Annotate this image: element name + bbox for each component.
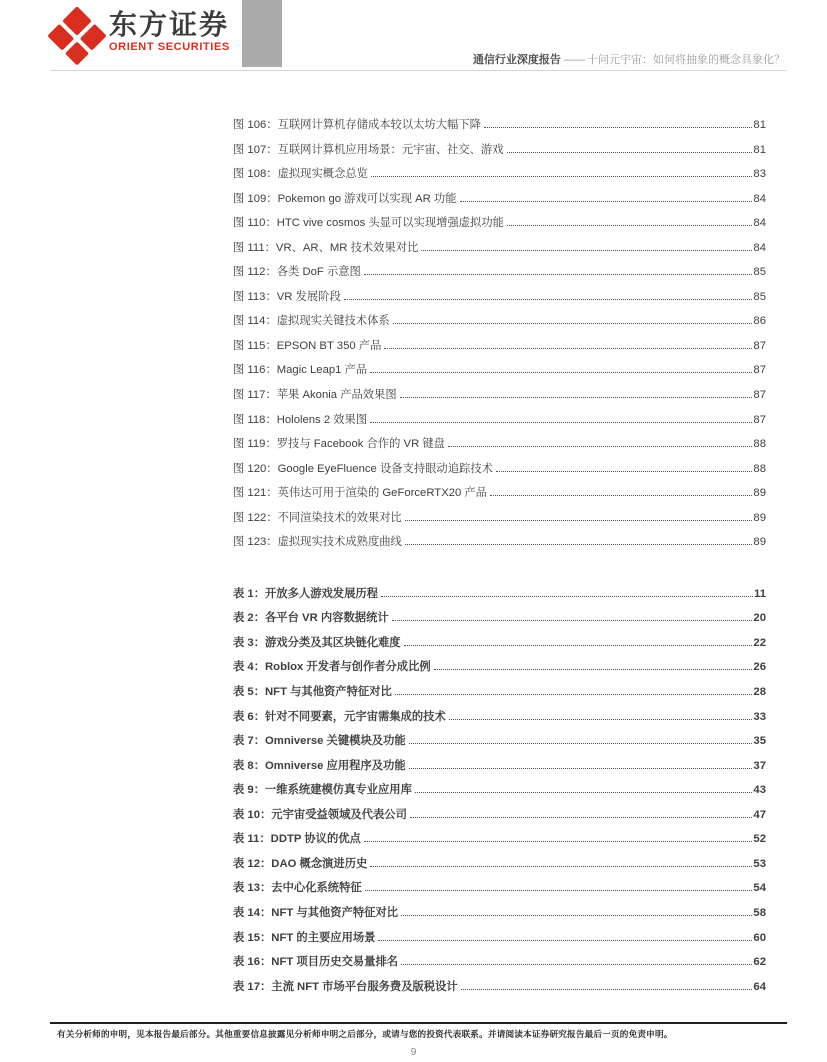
toc-entry-page: 20 <box>753 612 766 625</box>
toc-entry-label: 表 6：针对不同要素，元宇宙需集成的技术 <box>233 710 446 723</box>
toc-entry-label: 图 106：互联网计算机存储成本较以太坊大幅下降 <box>233 119 481 131</box>
toc-entry-page: 87 <box>753 413 766 426</box>
toc-entry-label: 表 11：DDTP 协议的优点 <box>233 833 361 846</box>
toc-entry-label: 图 115：EPSON BT 350 产品 <box>233 339 382 352</box>
dot-leader <box>434 669 753 670</box>
logo-name-en: ORIENT SECURITIES <box>109 41 230 53</box>
toc-entry-page: 22 <box>753 636 766 649</box>
toc-entry-page: 26 <box>753 661 766 674</box>
report-type-label: 通信行业深度报告 <box>472 54 561 66</box>
dot-leader <box>410 817 753 818</box>
toc-table-row[interactable] <box>233 683 766 708</box>
toc-entry-page: 84 <box>753 192 766 205</box>
orient-diamond-logo-icon <box>55 11 99 55</box>
toc-table-row[interactable] <box>233 781 766 806</box>
dot-leader <box>409 743 753 744</box>
toc-entry-label: 表 17：主流 NFT 市场平台服务费及版税设计 <box>233 980 458 993</box>
toc-entry-page: 88 <box>753 462 766 475</box>
dot-leader <box>400 397 753 398</box>
toc-entry-label: 图 120：Google EyeFluence 设备支持眼动追踪技术 <box>233 462 493 475</box>
toc-entry-page: 85 <box>753 266 766 279</box>
toc-table-row[interactable] <box>233 658 766 683</box>
dot-leader <box>484 127 752 128</box>
toc-figure-row[interactable] <box>233 435 766 460</box>
toc-entry-page: 87 <box>753 339 766 352</box>
toc-table-row[interactable] <box>233 978 766 1003</box>
dot-leader <box>409 768 753 769</box>
dot-leader <box>365 890 753 891</box>
dot-leader <box>381 596 753 597</box>
toc-entry-page: 84 <box>753 241 766 254</box>
dot-leader <box>392 620 753 621</box>
toc-table-row[interactable] <box>233 830 766 855</box>
dot-leader <box>384 348 752 349</box>
toc-table-row[interactable] <box>233 609 766 634</box>
toc-entry-page: 89 <box>753 536 766 549</box>
toc-figure-row[interactable] <box>233 509 766 534</box>
dot-leader <box>404 645 753 646</box>
logo-text <box>109 11 230 53</box>
toc-table-row[interactable] <box>233 732 766 757</box>
toc-entry-page: 62 <box>753 956 766 969</box>
dot-leader <box>449 719 753 720</box>
toc-figure-row[interactable] <box>233 239 766 264</box>
dot-leader <box>460 201 753 202</box>
dot-leader <box>507 152 753 153</box>
dot-leader <box>421 250 752 251</box>
toc-entry-label: 表 9：一维系统建模仿真专业应用库 <box>233 784 412 797</box>
toc-table-row[interactable] <box>233 806 766 831</box>
toc-table-row[interactable] <box>233 879 766 904</box>
toc-entry-label: 图 116：Magic Leap1 产品 <box>233 364 368 377</box>
toc-table-row[interactable] <box>233 953 766 978</box>
report-title-label: 十问元宇宙：如何将抽象的概念具象化？ <box>587 54 785 66</box>
header-gray-bar <box>242 0 282 67</box>
toc-entry-page: 87 <box>753 389 766 402</box>
toc-entry-label: 表 16：NFT 项目历史交易量排名 <box>233 956 399 969</box>
toc-entry-label: 图 119：罗技与 Facebook 合作的 VR 键盘 <box>233 438 445 451</box>
toc-entry-page: 81 <box>753 143 766 156</box>
toc-figure-row[interactable] <box>233 263 766 288</box>
dot-leader <box>344 299 753 300</box>
dot-leader <box>401 915 752 916</box>
page-number: 9 <box>410 1046 417 1058</box>
toc-entry-label: 表 2：各平台 VR 内容数据统计 <box>233 612 389 625</box>
toc-lists <box>233 116 766 1002</box>
toc-entry-page: 87 <box>753 364 766 377</box>
toc-entry-page: 53 <box>753 857 766 870</box>
toc-entry-label: 表 1：开放多人游戏发展历程 <box>233 587 378 600</box>
dot-leader <box>415 792 753 793</box>
table-toc-list <box>233 585 766 1002</box>
dot-leader <box>448 446 752 447</box>
toc-entry-page: 11 <box>754 587 766 600</box>
header-dash: —— <box>563 54 584 66</box>
dot-leader <box>364 274 753 275</box>
toc-entry-page: 33 <box>753 710 766 723</box>
orient-securities-logo <box>55 9 230 55</box>
toc-entry-label: 图 117：苹果 Akonia 产品效果图 <box>233 389 397 402</box>
toc-entry-label: 表 10：元宇宙受益领域及代表公司 <box>233 808 407 821</box>
toc-entry-label: 图 110：HTC vive cosmos 头显可以实现增强虚拟功能 <box>233 217 504 230</box>
toc-entry-label: 图 123：虚拟现实技术成熟度曲线 <box>233 536 402 549</box>
toc-entry-page: 81 <box>753 119 766 131</box>
dot-leader <box>370 422 752 423</box>
toc-entry-label: 图 121：英伟达可用于渲染的 GeForceRTX20 产品 <box>233 487 488 500</box>
toc-entry-page: 52 <box>753 833 766 846</box>
toc-table-row[interactable] <box>233 757 766 782</box>
toc-entry-label: 图 118：Hololens 2 效果图 <box>233 413 368 426</box>
footer-disclaimer: 有关分析师的申明，见本报告最后部分。其他重要信息披露见分析师申明之后部分，或请与您的投资代表联系。并请阅读本证券研究报告最后一页的免责申明。 <box>57 1029 673 1039</box>
toc-entry-label: 表 8：Omniverse 应用程序及功能 <box>233 759 406 772</box>
dot-leader <box>364 841 753 842</box>
toc-figure-row[interactable] <box>233 361 766 386</box>
dot-leader <box>393 323 753 324</box>
toc-entry-page: 35 <box>753 735 766 748</box>
toc-entry-page: 89 <box>753 511 766 524</box>
toc-table-row[interactable] <box>233 904 766 929</box>
dot-leader <box>401 964 752 965</box>
toc-figure-row[interactable] <box>233 165 766 190</box>
toc-entry-page: 85 <box>753 290 766 303</box>
dot-leader <box>378 940 752 941</box>
toc-figure-row[interactable] <box>233 288 766 313</box>
toc-figure-row[interactable] <box>233 190 766 215</box>
toc-entry-page: 47 <box>753 808 766 821</box>
toc-entry-label: 表 5：NFT 与其他资产特征对比 <box>233 686 392 699</box>
toc-figure-row[interactable] <box>233 141 766 166</box>
toc-entry-page: 60 <box>753 931 766 944</box>
dot-leader <box>405 544 753 545</box>
toc-entry-page: 54 <box>753 882 766 895</box>
toc-entry-label: 图 112：各类 DoF 示意图 <box>233 266 361 279</box>
dot-leader <box>371 176 752 177</box>
toc-figure-row[interactable] <box>233 116 766 141</box>
dot-leader <box>370 372 752 373</box>
footer-divider <box>50 1022 787 1024</box>
toc-entry-label: 表 7：Omniverse 关键模块及功能 <box>233 735 406 748</box>
toc-figure-row[interactable] <box>233 533 766 558</box>
toc-entry-label: 表 15：NFT 的主要应用场景 <box>233 931 376 944</box>
header-divider <box>50 70 786 71</box>
dot-leader <box>370 866 752 867</box>
dot-leader <box>496 471 753 472</box>
toc-entry-page: 83 <box>753 168 766 181</box>
toc-entry-page: 28 <box>753 686 766 699</box>
toc-entry-label: 表 4：Roblox 开发者与创作者分成比例 <box>233 661 431 674</box>
toc-figure-row[interactable] <box>233 460 766 485</box>
toc-entry-label: 图 111：VR、AR、MR 技术效果对比 <box>233 241 419 254</box>
toc-entry-label: 图 108：虚拟现实概念总览 <box>233 168 368 181</box>
toc-entry-label: 表 13：去中心化系统特征 <box>233 882 362 895</box>
toc-entry-label: 图 107：互联网计算机应用场景：元宇宙、社交、游戏 <box>233 143 504 156</box>
toc-figure-row[interactable] <box>233 484 766 509</box>
toc-entry-page: 86 <box>753 315 766 328</box>
logo-name-cn: 东方证券 <box>109 9 230 40</box>
dot-leader <box>405 520 753 521</box>
toc-entry-page: 64 <box>753 980 766 993</box>
toc-entry-page: 43 <box>753 784 766 797</box>
toc-entry-label: 图 113：VR 发展阶段 <box>233 290 341 303</box>
toc-figure-row[interactable] <box>233 337 766 362</box>
toc-figure-row[interactable] <box>233 386 766 411</box>
toc-entry-label: 图 109：Pokemon go 游戏可以实现 AR 功能 <box>233 192 457 205</box>
dot-leader <box>461 989 753 990</box>
figure-toc-list <box>233 116 766 558</box>
page-header <box>0 0 827 71</box>
toc-figure-row[interactable] <box>233 411 766 436</box>
header-report-heading <box>473 51 785 67</box>
toc-table-row[interactable] <box>233 708 766 733</box>
toc-figure-row[interactable] <box>233 214 766 239</box>
toc-table-row[interactable] <box>233 855 766 880</box>
toc-entry-label: 图 114：虚拟现实关键技术体系 <box>233 315 390 328</box>
dot-leader <box>490 495 752 496</box>
toc-entry-page: 58 <box>753 906 766 919</box>
toc-entry-page: 84 <box>753 217 766 230</box>
toc-entry-label: 图 122：不同渲染技术的效果对比 <box>233 511 402 524</box>
toc-entry-page: 89 <box>753 487 766 500</box>
dot-leader <box>395 694 753 695</box>
toc-entry-page: 88 <box>753 438 766 451</box>
dot-leader <box>507 225 752 226</box>
toc-entry-label: 表 3：游戏分类及其区块链化难度 <box>233 636 401 649</box>
toc-table-row[interactable] <box>233 634 766 659</box>
toc-entry-page: 37 <box>753 759 766 772</box>
toc-entry-label: 表 14：NFT 与其他资产特征对比 <box>233 906 399 919</box>
toc-table-row[interactable] <box>233 929 766 954</box>
toc-entry-label: 表 12：DAO 概念演进历史 <box>233 857 368 870</box>
toc-table-row[interactable] <box>233 585 766 610</box>
toc-figure-row[interactable] <box>233 312 766 337</box>
